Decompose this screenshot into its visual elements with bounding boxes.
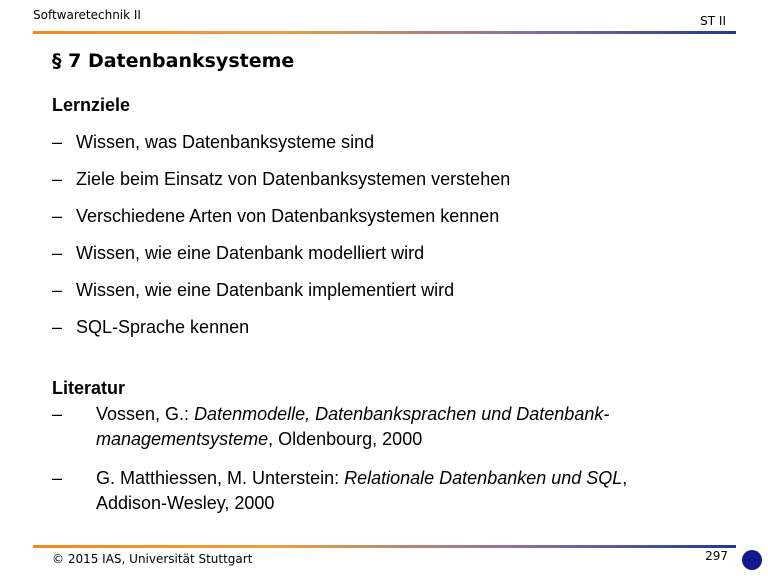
learning-goal-text: Verschiedene Arten von Datenbanksystemen kennen [76, 206, 500, 226]
bullet-dash: – [52, 243, 63, 263]
learning-goals-heading: Lernziele [52, 95, 131, 115]
learning-goal-item [52, 169, 510, 190]
course-short: ST II [700, 14, 726, 28]
literature-heading: Literatur [52, 378, 126, 398]
literature-item [52, 402, 712, 452]
learning-goal-text: Wissen, was Datenbanksysteme sind [76, 132, 375, 152]
literature-publisher: , Oldenbourg, 2000 [268, 429, 423, 449]
header-divider [33, 31, 736, 34]
literature-title-cont: managementsysteme [96, 429, 269, 449]
learning-goal-item [52, 280, 454, 301]
learning-goal-text: Wissen, wie eine Datenbank modelliert wird [76, 243, 425, 263]
bullet-dash: – [52, 132, 63, 152]
footer-copyright: © 2015 IAS, Universität Stuttgart [52, 552, 253, 566]
learning-goal-item [52, 317, 249, 338]
bullet-dash: – [52, 280, 63, 300]
literature-publisher: Addison-Wesley, 2000 [96, 493, 275, 513]
learning-goal-text: Wissen, wie eine Datenbank implementiert wird [76, 280, 455, 300]
bullet-dash: – [52, 206, 63, 226]
bullet-dash: – [52, 169, 63, 189]
learning-goal-text: SQL-Sprache kennen [76, 317, 250, 337]
decorative-dot-icon [742, 550, 762, 570]
learning-goal-item [52, 132, 374, 153]
bullet-dash: – [52, 317, 63, 337]
bullet-dash: – [52, 468, 63, 488]
slide-title: § 7 Datenbanksysteme [52, 50, 295, 72]
literature-item [52, 466, 712, 516]
learning-goal-text: Ziele beim Einsatz von Datenbanksystemen verstehen [76, 169, 511, 189]
footer-divider [33, 545, 736, 548]
literature-title: Datenmodelle, Datenbanksprachen und Datenbank- [194, 404, 610, 424]
page-number: 297 [705, 549, 728, 563]
course-title: Softwaretechnik II [33, 8, 141, 22]
bullet-dash: – [52, 404, 63, 424]
learning-goal-item [52, 243, 424, 264]
literature-author: Vossen, G.: [96, 404, 195, 424]
literature-title: Relationale Datenbanken und SQL [344, 468, 623, 488]
literature-punct: , [622, 468, 628, 488]
learning-goal-item [52, 206, 499, 227]
literature-author: G. Matthiessen, M. Unterstein: [96, 468, 345, 488]
